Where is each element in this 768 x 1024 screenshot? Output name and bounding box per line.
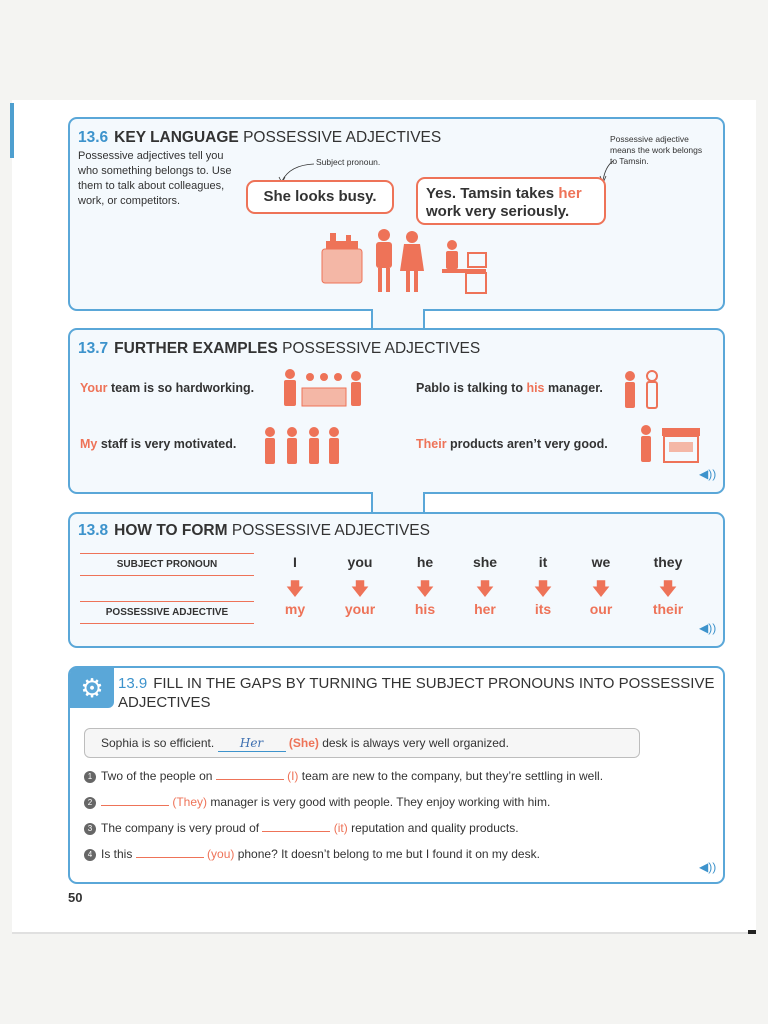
example-text: Pablo is talking to [416, 381, 527, 395]
shop-illustration [638, 422, 702, 464]
panel-13-7 [68, 328, 725, 494]
down-arrow-icon: 🡇 [285, 579, 305, 599]
example-text: desk is always very well organized. [318, 736, 509, 750]
heading-rest: POSSESSIVE ADJECTIVES [282, 340, 481, 357]
question-number: 4 [84, 849, 96, 861]
section-number: 13.8 [78, 522, 109, 539]
example-highlight: My [80, 437, 98, 451]
possessive-adjective: my [284, 601, 306, 617]
page-corner-mark [748, 930, 756, 934]
heading-bold: FURTHER EXAMPLES [114, 340, 278, 357]
down-arrow-icon: 🡇 [658, 579, 678, 599]
possessive-adjective: our [589, 601, 613, 617]
page-number: 50 [68, 890, 83, 905]
worked-example [84, 728, 640, 758]
question-number: 3 [84, 823, 96, 835]
example-text: team is so hardworking. [107, 381, 255, 395]
answer-blank[interactable] [262, 822, 330, 832]
example-sentence [416, 437, 608, 451]
question-cue: (you) [207, 847, 235, 861]
example-highlight: Their [416, 437, 447, 451]
audio-icon[interactable]: ◀)) [699, 860, 717, 874]
page-edge-mark [10, 103, 14, 158]
question-4 [84, 847, 540, 861]
down-arrow-icon: 🡇 [533, 579, 553, 599]
panel-13-6 [68, 117, 725, 311]
possessive-adjective: its [534, 601, 552, 617]
page-bottom-edge [12, 932, 756, 934]
example-sentence [80, 437, 236, 451]
question-cue: (I) [287, 769, 299, 783]
panel-13-9 [68, 666, 725, 884]
panel-13-8 [68, 512, 725, 648]
heading-rest: POSSESSIVE ADJECTIVES [243, 129, 442, 146]
subject-pronoun: I [293, 554, 297, 570]
heading-13-8 [78, 522, 430, 540]
example-text: manager. [544, 381, 603, 395]
question-text: Is this [101, 847, 136, 861]
section-number: 13.9 [118, 675, 148, 692]
question-2 [84, 795, 550, 809]
staff-illustration [260, 424, 344, 466]
section-number: 13.7 [78, 340, 109, 357]
manager-illustration [620, 370, 664, 410]
example-sentence [80, 381, 254, 395]
heading-bold: HOW TO FORM [114, 522, 228, 539]
bubble2-text-b: work very seriously. [426, 203, 570, 220]
heading-13-9 [118, 674, 723, 712]
label-possessive-adjective: POSSESSIVE ADJECTIVE [80, 601, 254, 624]
exercise-title: FILL IN THE GAPS BY TURNING THE SUBJECT PRONOUNS INTO POSSESSIVE ADJECTIVES [118, 675, 715, 711]
example-text: Sophia is so efficient. [101, 736, 218, 750]
subject-pronoun: he [416, 554, 434, 570]
question-3 [84, 821, 519, 835]
bubble2-highlight: her [558, 185, 582, 202]
panel-connector [371, 492, 425, 514]
down-arrow-icon: 🡇 [591, 579, 611, 599]
example-highlight: his [526, 381, 545, 395]
possessive-adjective: your [344, 601, 376, 617]
heading-13-7 [78, 340, 480, 358]
heading-13-6 [78, 129, 441, 147]
heading-rest: POSSESSIVE ADJECTIVES [231, 522, 430, 539]
label-subject-pronoun: SUBJECT PRONOUN [80, 553, 254, 576]
question-number: 1 [84, 771, 96, 783]
note-possessive-adjective: Possessive adjective means the work belongs to Tamsin. [610, 134, 703, 166]
audio-icon[interactable]: ◀)) [699, 621, 717, 635]
down-arrow-icon: 🡇 [415, 579, 435, 599]
team-illustration [280, 368, 364, 408]
question-text: Two of the people on [101, 769, 216, 783]
down-arrow-icon: 🡇 [475, 579, 495, 599]
subject-pronoun: you [347, 554, 373, 570]
down-arrow-icon: 🡇 [350, 579, 370, 599]
answer-blank[interactable] [136, 848, 204, 858]
question-number: 2 [84, 797, 96, 809]
speech-bubble-2 [416, 177, 606, 225]
question-text: phone? It doesn’t belong to me but I found it on my desk. [234, 847, 540, 861]
note-subject-pronoun: Subject pronoun. [316, 157, 381, 167]
question-cue: (it) [333, 821, 348, 835]
answer-blank[interactable] [101, 796, 169, 806]
example-answer: Her [218, 735, 286, 752]
gear-icon: ⚙ [70, 668, 114, 708]
office-people-illustration [318, 223, 494, 295]
speech-bubble-1: She looks busy. [246, 180, 394, 214]
possessive-adjective: their [652, 601, 684, 617]
example-sentence [416, 381, 603, 395]
question-text: manager is very good with people. They enjoy working with him. [207, 795, 551, 809]
possessive-adjective: her [474, 601, 496, 617]
example-text: staff is very motivated. [97, 437, 237, 451]
example-cue: (She) [288, 736, 319, 750]
question-cue: (They) [172, 795, 208, 809]
example-text: products aren’t very good. [446, 437, 608, 451]
question-text: The company is very proud of [101, 821, 263, 835]
subject-pronoun: they [653, 554, 683, 570]
subject-pronoun: we [591, 554, 611, 570]
audio-icon[interactable]: ◀)) [699, 467, 717, 481]
intro-text: Possessive adjectives tell you who something belongs to. Use them to talk about colleagues, work, or competitors. [78, 150, 232, 207]
question-text: reputation and quality products. [347, 821, 519, 835]
question-text: team are new to the company, but they’re settling in well. [298, 769, 604, 783]
possessive-adjective: his [414, 601, 436, 617]
answer-blank[interactable] [216, 770, 284, 780]
subject-pronoun: she [472, 554, 498, 570]
bubble2-text-a: Yes. Tamsin takes [426, 185, 559, 202]
section-number: 13.6 [78, 129, 109, 146]
subject-pronoun: it [538, 554, 548, 570]
heading-bold: KEY LANGUAGE [114, 129, 239, 146]
example-highlight: Your [80, 381, 108, 395]
question-1 [84, 769, 603, 783]
